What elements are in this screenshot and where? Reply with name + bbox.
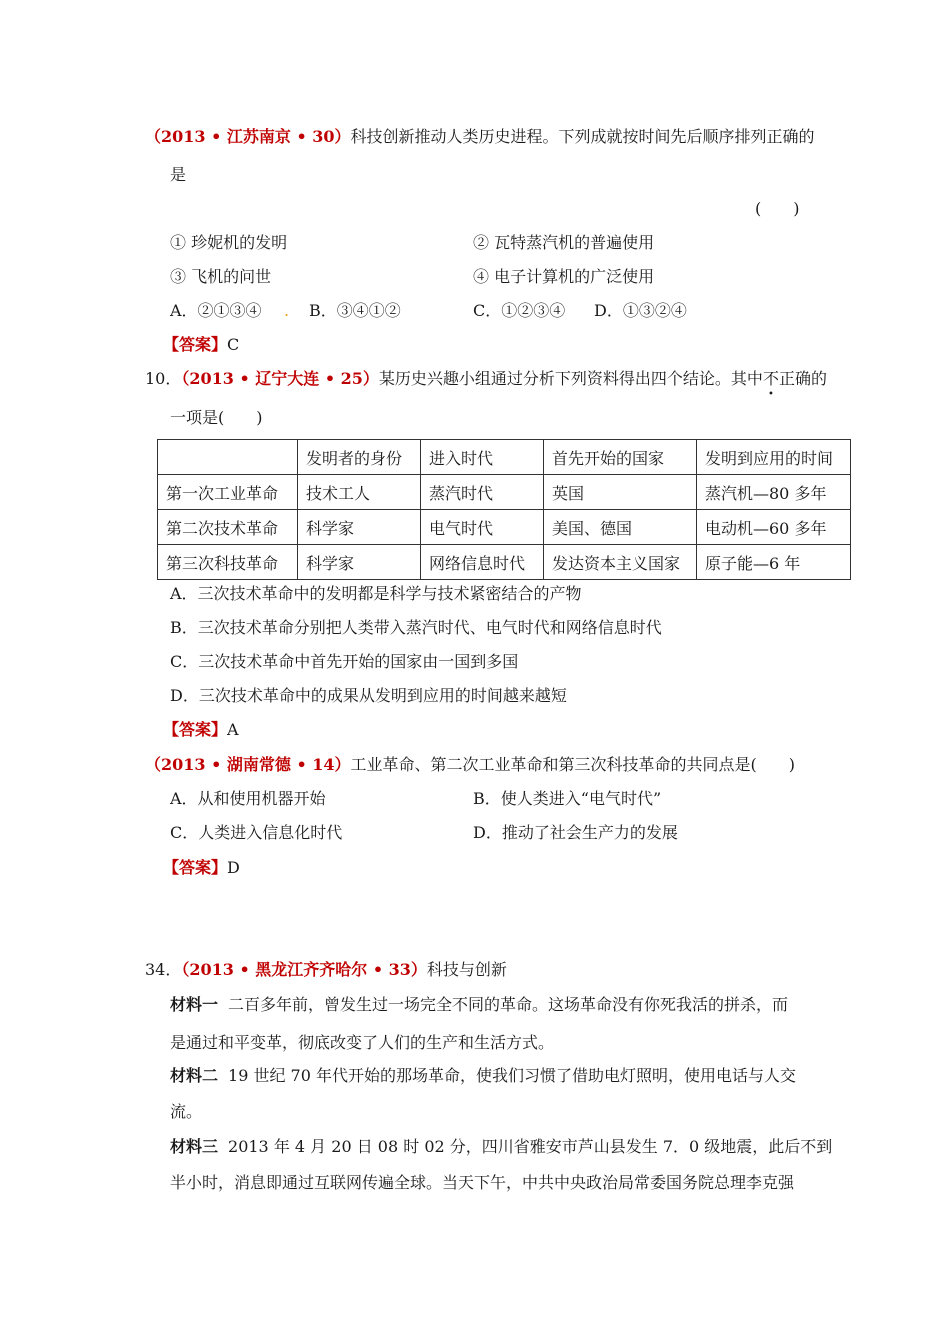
answer-value: D	[227, 858, 240, 877]
table-header-cell: 首先开始的国家	[544, 440, 697, 475]
q1-option-d: D．①③②④	[594, 301, 687, 320]
q1-item-3: ③ 飞机的问世	[170, 267, 272, 286]
q1-item-1: ① 珍妮机的发明	[170, 233, 288, 252]
table-header-cell	[158, 440, 298, 475]
q2-answer	[163, 720, 239, 740]
q1-stem-line	[145, 127, 815, 147]
table-cell: 技术工人	[298, 475, 421, 510]
q2-stem-post: 正确的	[778, 369, 827, 388]
table-cell: 英国	[544, 475, 697, 510]
q2-emphasis-char: 不	[762, 369, 779, 388]
q4-material-3-line-2: 半小时，消息即通过互联网传遍全球。当天下午，中共中央政治局常委国务院总理李克强	[170, 1173, 795, 1192]
q1-option-a: A．②①③④	[170, 301, 262, 320]
q2-option-d: D．三次技术革命中的成果从发明到应用的时间越来越短	[170, 686, 567, 705]
q2-option-c: C．三次技术革命中首先开始的国家由一国到多国	[170, 652, 519, 671]
table-header-cell: 进入时代	[421, 440, 544, 475]
q1-answer-paren: ( )	[755, 199, 800, 218]
q3-option-a: A．从和使用机器开始	[170, 789, 326, 808]
table-header-cell: 发明到应用的时间	[697, 440, 851, 475]
q2-stem-line	[145, 369, 827, 389]
table-cell: 第二次技术革命	[158, 510, 298, 545]
table-cell: 电动机—60 多年	[697, 510, 851, 545]
material-label: 材料一	[170, 995, 219, 1014]
table-cell: 科学家	[298, 545, 421, 580]
table-row	[158, 545, 851, 580]
q3-option-c: C．人类进入信息化时代	[170, 823, 343, 842]
q1-stem: 科技创新推动人类历史进程。下列成就按时间先后顺序排列正确的	[350, 127, 815, 146]
table-header-row	[158, 440, 851, 475]
material-text: 2013 年 4 月 20 日 08 时 02 分，四川省雅安市芦山县发生 7．0 级地震，此后不到	[228, 1137, 833, 1156]
table-cell: 第三次科技革命	[158, 545, 298, 580]
decorative-dot: .	[284, 301, 290, 320]
q4-material-2-line-1	[170, 1066, 796, 1086]
q2-option-a: A．三次技术革命中的发明都是科学与技术紧密结合的产物	[170, 584, 582, 603]
q4-number: 34．	[145, 960, 182, 979]
q4-material-1-line-1	[170, 995, 788, 1015]
q1-option-c: C．①②③④	[473, 301, 566, 320]
q3-stem-line	[145, 755, 795, 775]
table-cell: 科学家	[298, 510, 421, 545]
q2-source: （2013 • 辽宁大连 • 25）	[181, 369, 379, 388]
q4-material-3-line-1	[170, 1137, 832, 1157]
q3-option-b: B．使人类进入“电气时代”	[473, 789, 662, 808]
q4-source: （2013 • 黑龙江齐齐哈尔 • 33）	[181, 960, 427, 979]
q4-material-1-line-2: 是通过和平变革，彻底改变了人们的生产和生活方式。	[170, 1033, 555, 1052]
q3-option-d: D．推动了社会生产力的发展	[473, 823, 678, 842]
material-label: 材料二	[170, 1066, 219, 1085]
q4-title-line	[145, 960, 507, 980]
q2-option-b: B．三次技术革命分别把人类带入蒸汽时代、电气时代和网络信息时代	[170, 618, 662, 637]
answer-label: 【答案】	[163, 720, 228, 739]
q3-answer	[163, 858, 240, 878]
answer-label: 【答案】	[163, 335, 228, 354]
q2-number: 10．	[145, 369, 182, 388]
table-cell: 网络信息时代	[421, 545, 544, 580]
q4-material-2-line-2: 流。	[170, 1102, 203, 1121]
q2-data-table	[157, 439, 851, 580]
q1-answer	[163, 335, 239, 355]
q1-option-b: B．③④①②	[309, 301, 401, 320]
q1-item-2: ② 瓦特蒸汽机的普遍使用	[473, 233, 655, 252]
q3-source: （2013 • 湖南常德 • 14）	[145, 755, 351, 774]
answer-value: A	[227, 720, 239, 739]
q2-stem-cont: 一项是( )	[170, 408, 263, 427]
material-text: 二百多年前，曾发生过一场完全不同的革命。这场革命没有你死我活的拼杀，而	[228, 995, 789, 1014]
table-cell: 电气时代	[421, 510, 544, 545]
table-cell: 第一次工业革命	[158, 475, 298, 510]
answer-value: C	[227, 335, 240, 354]
material-text: 19 世纪 70 年代开始的那场革命，使我们习惯了借助电灯照明，使用电话与人交	[228, 1066, 796, 1085]
q4-title: 科技与创新	[426, 960, 507, 979]
q1-item-4: ④ 电子计算机的广泛使用	[473, 267, 655, 286]
q1-stem-cont: 是	[170, 165, 187, 184]
table-cell: 发达资本主义国家	[544, 545, 697, 580]
answer-label: 【答案】	[163, 858, 228, 877]
table-cell: 蒸汽时代	[421, 475, 544, 510]
table-row	[158, 510, 851, 545]
q2-stem-pre: 某历史兴趣小组通过分析下列资料得出四个结论。其中	[378, 369, 763, 388]
material-label: 材料三	[170, 1137, 219, 1156]
q3-stem: 工业革命、第二次工业革命和第三次科技革命的共同点是( )	[350, 755, 796, 774]
q1-source: （2013 • 江苏南京 • 30）	[145, 127, 351, 146]
table-row	[158, 475, 851, 510]
table-cell: 美国、德国	[544, 510, 697, 545]
table-header-cell: 发明者的身份	[298, 440, 421, 475]
table-cell: 原子能—6 年	[697, 545, 851, 580]
table-cell: 蒸汽机—80 多年	[697, 475, 851, 510]
